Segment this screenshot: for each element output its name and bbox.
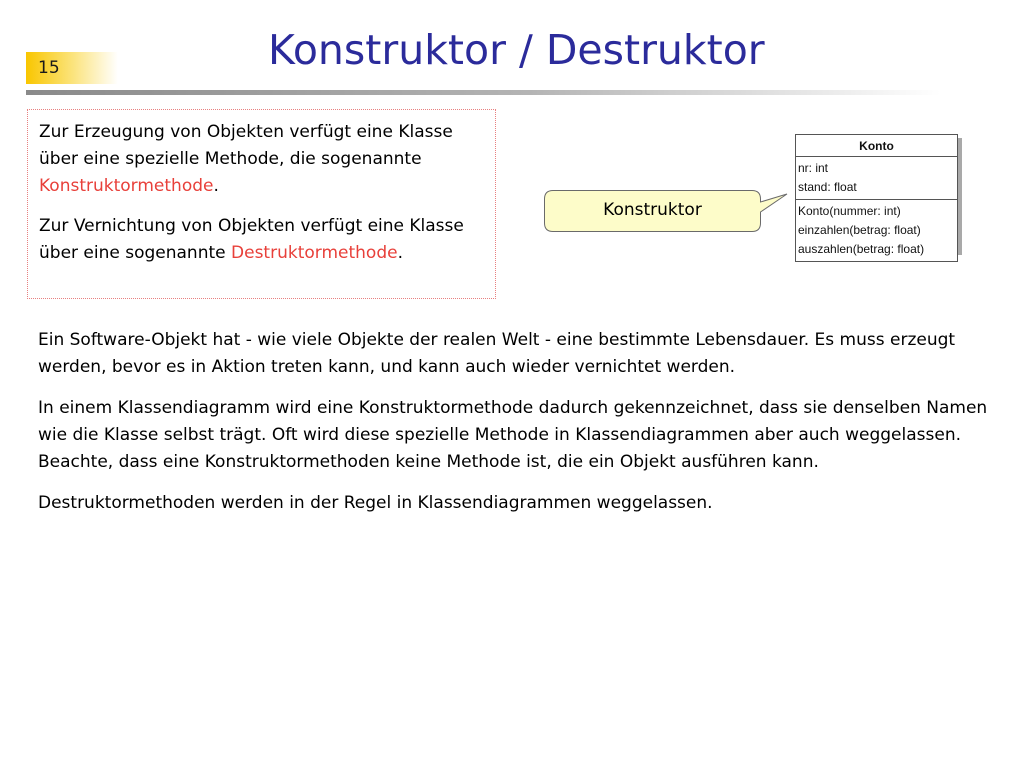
term-destruktormethode: Destruktormethode xyxy=(231,243,398,263)
intro-paragraph-destructor-text: Zur Vernichtung von Objekten verfügt eine Klasse über eine sogenannte xyxy=(39,216,464,263)
uml-attribute: nr: int xyxy=(798,161,829,175)
uml-method: auszahlen(betrag: float) xyxy=(798,242,925,256)
callout-label: Konstruktor xyxy=(603,200,702,220)
uml-class-name: Konto xyxy=(796,135,957,157)
uml-method-constructor: Konto(nummer: int) xyxy=(798,204,901,218)
page-number: 15 xyxy=(38,58,60,78)
body-paragraph-destructor: Destruktormethoden werden in der Regel in Klassendiagrammen weggelassen. xyxy=(38,493,713,513)
term-konstruktormethode: Konstruktormethode xyxy=(39,176,214,196)
uml-methods xyxy=(796,199,957,261)
intro-paragraph-constructor-text: Zur Erzeugung von Objekten verfügt eine Klasse über eine spezielle Methode, die sogenannte xyxy=(39,122,453,169)
body-text xyxy=(38,327,993,517)
intro-paragraph-destructor xyxy=(39,213,485,267)
uml-attribute: stand: float xyxy=(798,180,857,194)
body-paragraph-lifetime: Ein Software-Objekt hat - wie viele Objekte der realen Welt - eine bestimmte Lebensdauer. Es muss erzeugt werden, bevor es in Aktion treten kann, und kann auch wieder vernichtet werden. xyxy=(38,330,956,377)
intro-box xyxy=(27,109,496,299)
slide-title: Konstruktor / Destruktor xyxy=(268,26,765,74)
intro-paragraph-destructor-end: . xyxy=(397,243,403,263)
uml-method: einzahlen(betrag: float) xyxy=(798,223,921,237)
intro-paragraph-constructor xyxy=(39,119,485,200)
title-divider xyxy=(26,90,941,95)
intro-paragraph-constructor-end: . xyxy=(213,176,219,196)
constructor-callout xyxy=(544,190,790,232)
uml-attributes xyxy=(796,157,957,199)
uml-class-konto xyxy=(795,134,958,262)
body-paragraph-class-diagram: In einem Klassendiagramm wird eine Konstruktormethode dadurch gekennzeichnet, dass sie denselben Namen wie die Klasse selbst trägt. Oft wird diese spezielle Methode in Klassendiagrammen aber auch weggelassen. Beachte, dass eine Konstruktormethoden keine Methode ist, die ein Objekt ausführen kann. xyxy=(38,398,988,472)
